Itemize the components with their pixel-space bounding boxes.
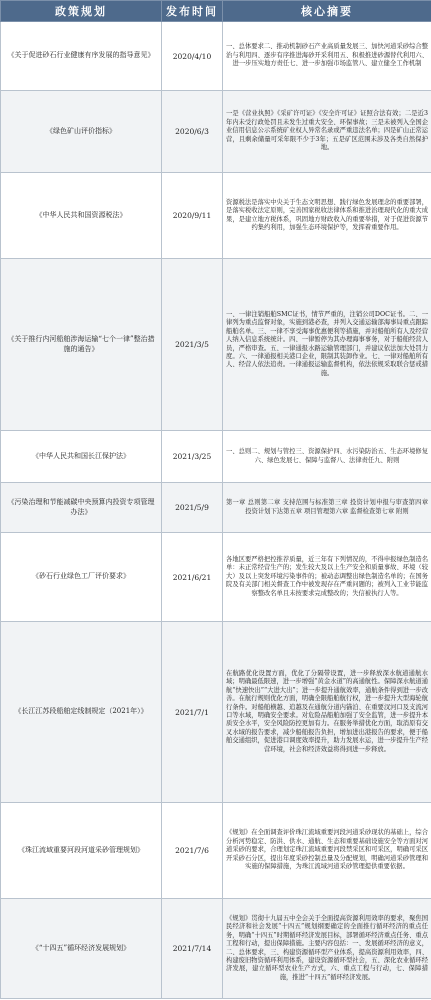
core-summary: 一、总则二、规划与管控三、资源保护四、水污染防治五、生态环境修复六、绿色发展七、保障与监督八、法律责任九、附则: [223, 431, 431, 483]
policy-name: 《中华人民共和国长江保护法》: [1, 431, 162, 483]
policy-name: 《污染治理和节能减碳中央预算内投资专项管理办法》: [1, 483, 162, 533]
header-date: 发布时间: [162, 1, 223, 22]
release-date: 2020/9/11: [162, 173, 223, 259]
policy-name: 《珠江流域重要河段河道采砂管理规划》: [1, 803, 162, 899]
table-row: [1, 622, 431, 803]
release-date: 2020/6/3: [162, 91, 223, 173]
policy-name: 《关于促进砂石行业健康有序发展的指导意见》: [1, 22, 162, 91]
release-date: 2021/7/14: [162, 899, 223, 999]
table-row: [1, 803, 431, 899]
table-row: [1, 259, 431, 431]
core-summary: 《规划》贯彻十九届五中全会关于全面提高资源利用效率的要求，聚焦国民经济和社会发展“十四五”规划纲要确定的全面推行循环经济的重点任务，明确“十四五”时期循环经济发展目标，部署循环经济重点任务、重点工程和行动，提出保障措施。主要内容包括：一、发展循环经济的意义，二、总体要求，三、构建资源循环型产业体系，提高资源利用效率，四、构建废旧物资循环利用体系，建设资源循环型社会，五、深化农业循环经济发展，建立循环型农业生产方式，六、重点工程与行动，七、保障措施，推进“十四五”循环经济发展。: [223, 899, 431, 999]
core-summary: 第一章 总则第二章 支持范围与标准第三章 投资计划申报与审查第四章 投资计划下达第五章 项目管理第六章 监督检查第七章 附则: [223, 483, 431, 533]
header-summary: 核心摘要: [223, 1, 431, 22]
release-date: 2021/5/9: [162, 483, 223, 533]
policy-name: 《砂石行业绿色工厂评价要求》: [1, 533, 162, 622]
table-row: [1, 173, 431, 259]
core-summary: 一、总体要求二、推动机制砂石产业高质量发展三、加快河道采砂综合整治与利用四、逐步有序推进海砂开采利用五、积极推进砂源替代利用六、进一步压实地方责任七、进一步加强市场监管八、建立健全工作机制: [223, 22, 431, 91]
policy-name: 《长江江苏段船舶定线制规定（2021年）》: [1, 622, 162, 803]
core-summary: 各地区要严格把控推荐质量，近三年有下列情况的，不得申报绿色制造名单：未正常经营生产的；发生较大及以上生产安全和质量事故、环境（较大）及以上突发环境污染事件的；被动态调整出绿色制造名单的；在国务院及有关部门相关督查工作中被发现存在严重问题的；被列入工业节能监察整改名单且未按要求完成整改的；失信被执行人等。: [223, 533, 431, 622]
release-date: 2021/7/1: [162, 622, 223, 803]
release-date: 2021/3/25: [162, 431, 223, 483]
release-date: 2020/4/10: [162, 22, 223, 91]
policy-name: 《“十四五”循环经济发展规划》: [1, 899, 162, 999]
table-row: [1, 899, 431, 999]
release-date: 2021/3/5: [162, 259, 223, 431]
table-row: [1, 431, 431, 483]
table-row: [1, 533, 431, 622]
core-summary: 一是《营业执照》《采矿许可证》《安全许可证》证照合法有效；二是近3年内未受行政处罚且未发生过重大安全、环保事故；三是未被列入全国企业信用信息公示系统矿业权人异常名录或严重违法名单；四是矿山正常运营，且剩余储量可采年限不少于3年；五是矿区范围未涉及各类自然保护地。: [223, 91, 431, 173]
release-date: 2021/6/21: [162, 533, 223, 622]
release-date: 2021/7/6: [162, 803, 223, 899]
policy-name: 《关于推行内河船舶涉海运输“七个一律”整治措施的通告》: [1, 259, 162, 431]
core-summary: 一、一律注销船舶SMC证书，情节严重的，注销公司DOC证书。二、一律列为重点监督对象，实施到港必查，并列入交通运输部海事局重点跟踪船舶名单。三、一律不享受海事优惠便利等措施，并对船舶所有人及经营人纳入信息系统统计。四、一律暂停为其办理海事事务，对于船舶经营人员，严格审查。五、一律通报水路运输管理部门，并建议依法加大处罚力度。六、一律通报相关港口企业，限制其装卸作业。七、一律对船舶所有人、经营人依法追责。一律通报运输监督机构，依法依规采取联合惩戒措施。: [223, 259, 431, 431]
core-summary: 《规划》在全面调查评价珠江流域重要河段河道采砂现状的基础上，综合分析河势稳定、防洪、供水、通航、生态和重要基础设施安全等方面对河道采砂的要求，合理划定珠江流域重要河段禁采区和可采区，明确可采区开采砂石分区，提出年度采砂控制总量及分配规划，明确河道采砂管理和实施的保障措施，为珠江流域河道采砂管理提供重要依据。: [223, 803, 431, 899]
core-summary: 资源税法是落实中央关于生态文明思想、践行绿色发展理念的重要部署，是落实税收法定原则，完善国家税收法律体系和推进治理现代化的重大成果，是建立地方税体系，巩固地方财政收入的重要举措，对于促进资源节约集约利用，加强生态环境保护等，发挥着重要作用。: [223, 173, 431, 259]
policy-name: 《中华人民共和国资源税法》: [1, 173, 162, 259]
header-policy: 政策规划: [1, 1, 162, 22]
table-header: [1, 1, 431, 22]
table-row: [1, 483, 431, 533]
table-row: [1, 22, 431, 91]
policy-name: 《绿色矿山评价指标》: [1, 91, 162, 173]
core-summary: 在航路优化设置方面，优化了分隔带设置，进一步释放深水航道通航水域；明确最低限速，进一步增强“黄金水道”的高通航性。保障深水航道通航“快速快出”“大进大出”；进一步提升通航效率，通航条件得到进一步改善。在航行规则优化方面，明确全限船舶航行权，进一步提升大型海轮航行条件。对船舶横越、追越及在通航分道内锚泊、在重要汊河口及支流河口等水域，明确安全要求。对危险品船舶加强了安全监管，进一步提升本质安全水平，安全风险防控更加有力。在服务举措优化方面，取消原有交叉水域的报告要求，减少船舶报告负担，增加进出港报告的要求，便于船舶交通组织，促进港口调度效率提升，助力发展水运，进一步提升生产经营环境，社会和经济效益将得到进一步释放。: [223, 622, 431, 803]
table-row: [1, 91, 431, 173]
